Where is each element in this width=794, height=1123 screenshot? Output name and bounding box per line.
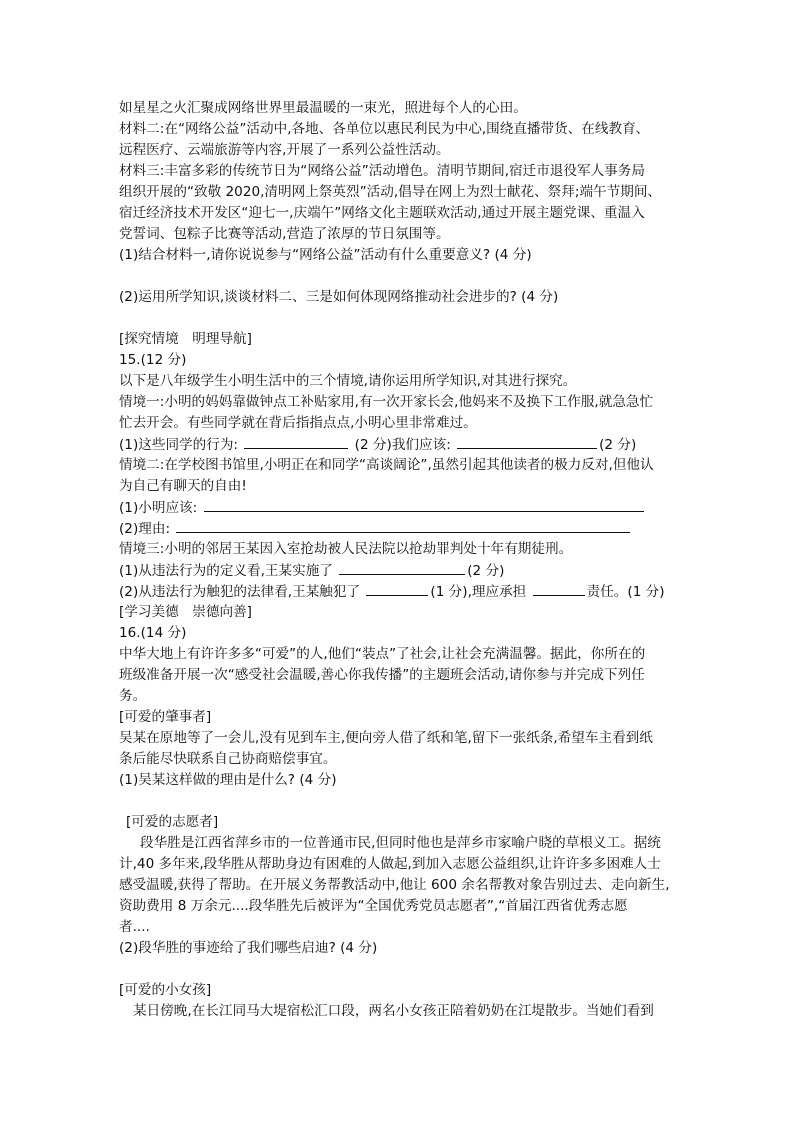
q15-s1-label-c: (2 分) (599, 437, 637, 453)
section-heading-explore: [探究情境 明理导航] (119, 331, 252, 347)
question-16-2: (2)段华胜的事迹给了我们哪些启迪? (4 分) (119, 940, 378, 956)
offender-text-line-1: 吴某在原地等了一会儿,没有见到车主,便向旁人借了纸和笔,留下一张纸条,希望车主看到纸 (119, 730, 653, 746)
scenario3-text: 情境三:小明的邻居王某因入室抢劫被人民法院以抢劫罪判处十年有期徒刑。 (119, 541, 573, 557)
question-16-intro-line-3: 务。 (119, 688, 147, 704)
volunteer-text-line-3: 感受温暖,获得了帮助。在开展义务帮教活动中,他让 600 余名帮教对象告别过去、走向新生, (119, 877, 670, 893)
material2-line-2: 远程医疗、云端旅游等内容,开展了一系列公益性活动。 (119, 142, 450, 158)
scenario2-line-1: 情境二:在学校图书馆里,小明正在和同学“高谈阔论”,虽然引起其他读者的极力反对,但他认 (119, 457, 654, 473)
material2-line-1: 材料二:在“网络公益”活动中,各地、各单位以惠民利民为中心,围绕直播带货、在线教育、 (119, 121, 650, 137)
question-15-number: 15.(12 分) (119, 352, 187, 368)
question-14-1: (1)结合材料一,请你说说参与“网络公益”活动有什么重要意义? (4 分) (119, 247, 532, 263)
q15-s3-label-2b: (1 分),理应承担 (430, 584, 527, 600)
scenario1-line-1: 情境一:小明的妈妈靠做钟点工补贴家用,有一次开家长会,他妈来不及换下工作服,就急急忙 (119, 394, 654, 410)
volunteer-text-line-1: 段华胜是江西省萍乡市的一位普通市民,但同时他也是萍乡市家喻户晓的草根义工。据统 (140, 835, 661, 851)
q15-s2-label-1: (1)小明应该: (119, 500, 198, 516)
question-15-scenario3-q1 (119, 560, 504, 581)
scenario1-line-2: 忙去开会。有些同学就在背后指指点点,小明心里非常难过。 (119, 415, 477, 431)
question-16-intro-line-1: 中华大地上有许许多多“可爱”的人,他们“装点”了社会,让社会充满温馨。据此，你所在的 (119, 646, 646, 662)
q15-s3-label-2a: (2)从违法行为触犯的法律看,王某触犯了 (119, 584, 361, 600)
question-14-2: (2)运用所学知识,谈谈材料二、三是如何体现网络推动社会进步的? (4 分) (119, 289, 559, 305)
scenario2-line-2: 为自己有聊天的自由! (119, 478, 247, 494)
question-15-scenario2-q2 (119, 518, 632, 539)
question-15-scenario1-answer (119, 434, 636, 455)
volunteer-text-line-2: 计,40 多年来,段华胜从帮助身边有困难的人做起,到加入志愿公益组织,让许许多多困难人士 (119, 856, 661, 872)
answer-blank-reason[interactable] (176, 518, 630, 533)
section-heading-virtue: [学习美德 崇德向善] (119, 604, 252, 620)
subheading-volunteer: [可爱的志愿者] (126, 814, 219, 830)
subheading-girls: [可爱的小女孩] (119, 982, 212, 998)
volunteer-text-line-4: 资助费用 8 万余元....段华胜先后被评为“全国优秀党员志愿者”,“首届江西省优秀志愿 (119, 898, 628, 914)
answer-blank-responsibility[interactable] (533, 581, 585, 596)
question-16-intro-line-2: 班级准备开展一次“感受社会温暖,善心你我传播”的主题班会活动,请你参与并完成下列任 (119, 667, 645, 683)
q15-s1-label-b: (2 分)我们应该: (354, 437, 451, 453)
question-15-intro: 以下是八年级学生小明生活中的三个情境,请你运用所学知识,对其进行探究。 (119, 373, 577, 389)
answer-blank-behavior-type[interactable] (339, 560, 465, 575)
material3-line-2: 组织开展的“致敬 2020,清明网上祭英烈”活动,倡导在网上为烈士献花、祭拜;端午节期间、 (119, 184, 662, 200)
answer-blank-should[interactable] (457, 434, 597, 449)
subheading-offender: [可爱的肇事者] (119, 709, 212, 725)
question-16-1: (1)吴某这样做的理由是什么? (4 分) (119, 772, 337, 788)
girls-text-line-1: 某日傍晚,在长江同马大堤宿松汇口段，两名小女孩正陪着奶奶在江堤散步。当她们看到 (133, 1003, 654, 1019)
material3-line-1: 材料三:丰富多彩的传统节日为“网络公益”活动增色。清明节期间,宿迁市退役军人事务局 (119, 163, 645, 179)
answer-blank-should-do[interactable] (204, 497, 644, 512)
question-15-scenario3-q2 (119, 581, 665, 602)
question-15-scenario2-q1 (119, 497, 646, 518)
material3-line-3: 宿迁经济技术开发区“迎七一,庆端午”网络文化主题联欢活动,通过开展主题党课、重温入 (119, 205, 645, 221)
material3-line-4: 党誓词、包粽子比赛等活动,营造了浓厚的节日氛围等。 (119, 226, 450, 242)
volunteer-text-line-5: 者.... (119, 919, 150, 935)
q15-s3-label-1a: (1)从违法行为的定义看,王某实施了 (119, 563, 333, 579)
q15-s3-label-1b: (2 分) (467, 563, 505, 579)
material1-ending: 如星星之火汇聚成网络世界里最温暖的一束光，照进每个人的心田。 (119, 100, 527, 116)
answer-blank-law[interactable] (366, 581, 428, 596)
offender-text-line-2: 条后能尽快联系自己协商赔偿事宜。 (119, 751, 337, 767)
q15-s2-label-2: (2)理由: (119, 521, 171, 537)
q15-s3-label-2c: 责任。(1 分) (586, 584, 665, 600)
q15-s1-label-a: (1)这些同学的行为: (119, 437, 238, 453)
question-16-number: 16.(14 分) (119, 625, 187, 641)
answer-blank-behavior[interactable] (244, 434, 348, 449)
